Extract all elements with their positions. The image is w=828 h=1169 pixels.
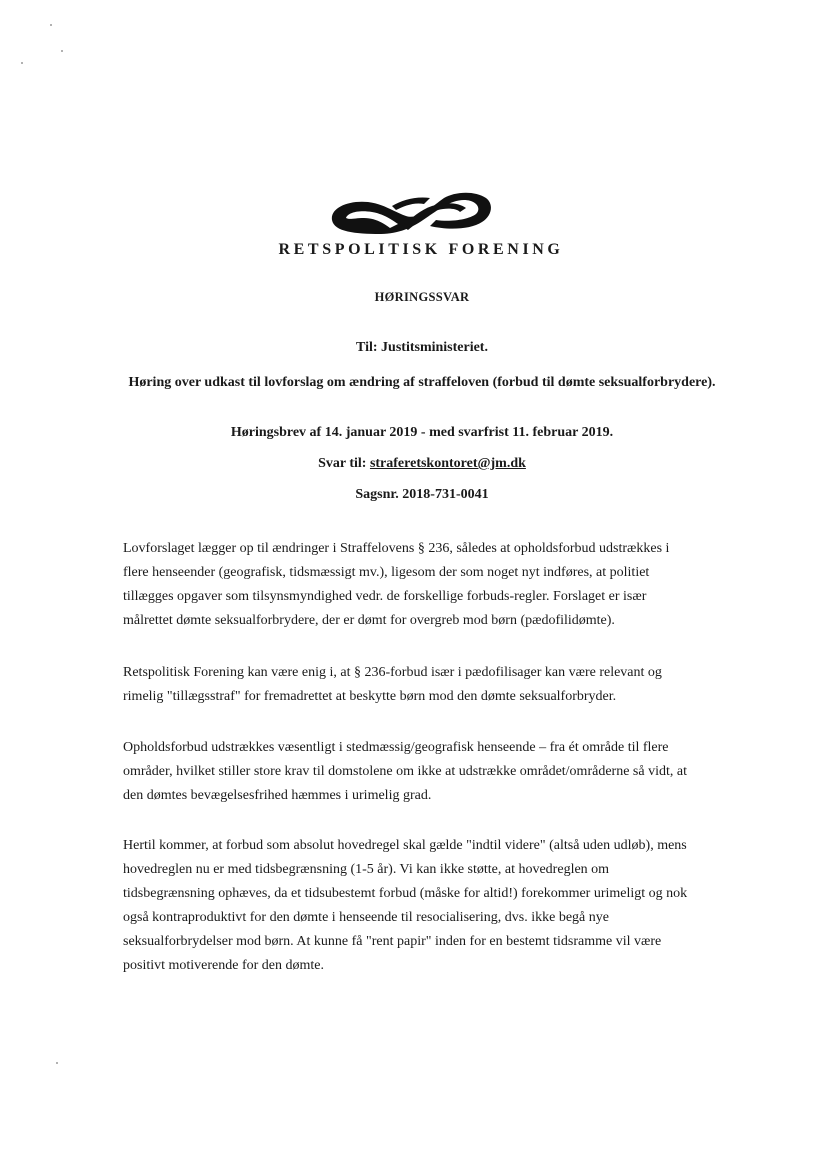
body-paragraph-4: Hertil kommer, at forbud som absolut hovedregel skal gælde "indtil videre" (altså uden udløb), mens hovedreglen nu er med tidsbegrænsning (1-5 år). Vi kan ikke støtte, at hovedreglen om tidsbegrænsning ophæves, da et tidsubestemt forbud (måske for altid!) forekommer urimeligt og nok også kontraproduktivt for den dømte i henseende til resocialisering, dvs. ikke begå nye seksualforbrydelser mod børn. At kunne få "rent papir" inden for en bestemt tidsramme vil være positivt motiverende for den dømte. [123,838,688,973]
recipient-line: Til: Justitsministeriet. [356,340,488,355]
reply-to-email-link[interactable]: straferetskontoret@jm.dk [369,456,526,471]
infinity-ribbon-logo-icon [326,186,496,246]
organization-name: RETSPOLITISK FORENING [278,241,564,258]
reply-to-line [0,456,828,472]
document-type-heading: HØRINGSSVAR [374,290,470,304]
subject-line: Høring over udkast til lovforslag om ændring af straffeloven (forbud til dømte seksualforbrydere). [128,375,716,390]
letter-date-line: Høringsbrev af 14. januar 2019 - med svarfrist 11. februar 2019. [230,425,614,440]
body-paragraph-1: Lovforslaget lægger op til ændringer i Straffelovens § 236, således at opholdsforbud udstrækkes i flere henseender (geografisk, tidsmæssigt mv.), ligesom der som noget nyt indføres, at politiet tillægges opgaver som tilsynsmyndighed vedr. de forskellige forbuds-regler. Forslaget er især målrettet dømte seksualforbrydere, der er dømt for overgreb mod børn (pædofilidømte). [123,541,670,628]
body-paragraph-3: Opholdsforbud udstrækkes væsentligt i stedmæssig/geografisk henseende – fra ét område til flere områder, hvilket stiller store krav til domstolene om ikke at udstrække området/områderne så vidt, at den dømtes bevægelsesfrihed hæmmes i urimelig grad. [123,740,687,803]
case-number: Sagsnr. 2018-731-0041 [355,487,489,502]
body-paragraph-2: Retspolitisk Forening kan være enig i, at § 236-forbud især i pædofilisager kan være relevant og rimelig "tillægsstraf" for fremadrettet at beskytte børn mod den dømte seksualforbryder. [123,665,662,704]
reply-to-label: Svar til: [318,456,367,471]
